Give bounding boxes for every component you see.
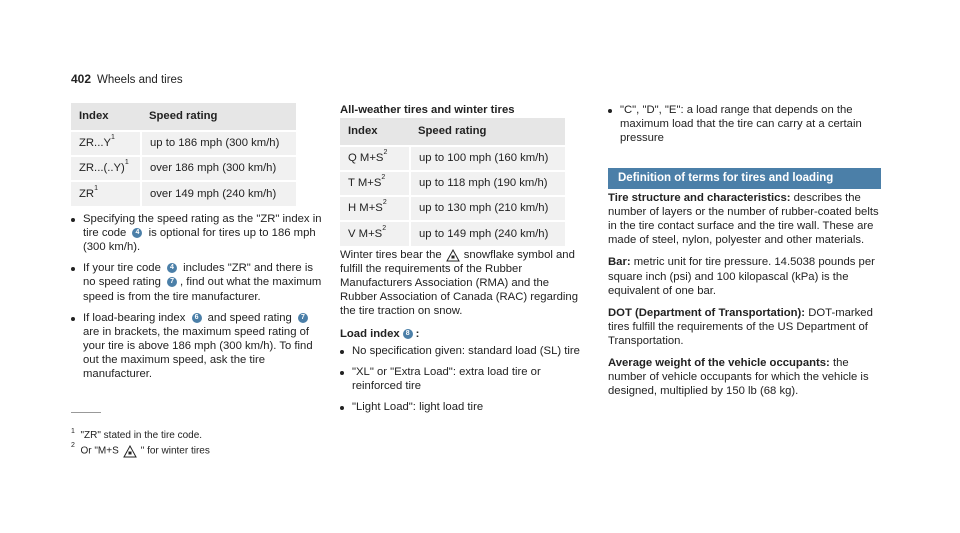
table-row: $ZR...Y^1$ up to 186 mph (300 km/h) [71,131,296,156]
footnote-2: $^2$ Or "M+S " for winter tires [71,442,210,457]
col-header-index: Index [71,103,141,131]
table-row: V $M+S^2$ up to 149 mph (240 km/h) [340,221,565,246]
snowflake-mountain-icon [446,248,460,262]
table-row: $ZR^1$ over 149 mph (240 km/h) [71,181,296,206]
table-row: $ZR...(..Y)^1$ over 186 mph (300 km/h) [71,156,296,181]
footnote-divider [71,412,101,413]
definition-item: DOT (Department of Transportation): DOT-marked tires fulfill the requirements of the US Department of Transportation. [608,306,873,347]
table-row: T $M+S^2$ up to 118 mph (190 km/h) [340,171,565,196]
definition-item: Tire structure and characteristics: describes the number of layers or the number of rubber-coated belts in the tire contact surface and the tire wall. These are made of steel, nylon, polyester and other materials. [608,192,879,247]
definition-item: Bar: metric unit for tire pressure. 14.5038 pounds per square inch (psi) and 100 kilopascal (kPa) is the equivalent of one bar. [608,256,875,297]
list-item: "XL" or "Extra Load": extra load tire or reinforced tire [340,365,580,393]
definition-heading: Definition of terms for tires and loading [608,168,881,189]
winter-speed-table: Index Speed rating Q $M+S^2$ up to 100 mph (160 km/h) T $M+S^2$ up to 118 mph (190 km/h) H $M+S^2$ up to 130 mph (210 km/h) V $M+S^2$ up to 149 mph (240 km/h) [340,118,565,246]
right-bullet [608,103,880,152]
winter-paragraph: Winter tires bear the snowflake symbol and fulfill the requirements of the Rubber Manufacturers Association (RMA) and the Rubber Association of Canada (RAC) regarding the tire traction on snow. [340,249,578,318]
list-item: No specification given: standard load (SL) tire [340,344,580,358]
list-item: If your tire code 4 includes "ZR" and there is no speed rating 7 , find out what the maximum speed is from the tire manufacturer. [71,261,326,303]
list-item: If load-bearing index 6 and speed rating 7 are in brackets, the maximum speed rating of your tire is above 186 mph (300 km/h). To find out the maximum speed, ask the tire manufacturer. [71,311,326,382]
list-item: Specifying the speed rating as the "ZR" index in tire code 4 is optional for tires up to 186 mph (300 km/h). [71,212,326,254]
load-index-label: Load index 8 : [340,327,420,340]
mid-heading: All-weather tires and winter tires [340,104,515,116]
list-item: "Light Load": light load tire [340,400,580,414]
page-number: 402 [71,72,92,86]
list-item: "C", "D", "E": a load range that depends on the maximum load that the tire can carry at a certain pressure [608,103,880,145]
left-bullets [71,212,326,388]
speed-rating-table [71,103,296,206]
definitions [608,191,880,406]
definition-item: Average weight of the vehicle occupants: the number of vehicle occupants for which the vehicle is designed, multiplied by 150 lb (68 kg). [608,357,869,398]
page-header [71,72,183,87]
table-row: Q $M+S^2$ up to 100 mph (160 km/h) [340,146,565,171]
col-header-speed: Speed rating [141,103,296,131]
snowflake-mountain-icon [123,444,137,458]
section-title: Wheels and tires [97,74,183,86]
table-row: H $M+S^2$ up to 130 mph (210 km/h) [340,196,565,221]
footnote-1: $^1$ "ZR" stated in the tire code. [71,428,203,441]
mid-text [340,248,580,421]
